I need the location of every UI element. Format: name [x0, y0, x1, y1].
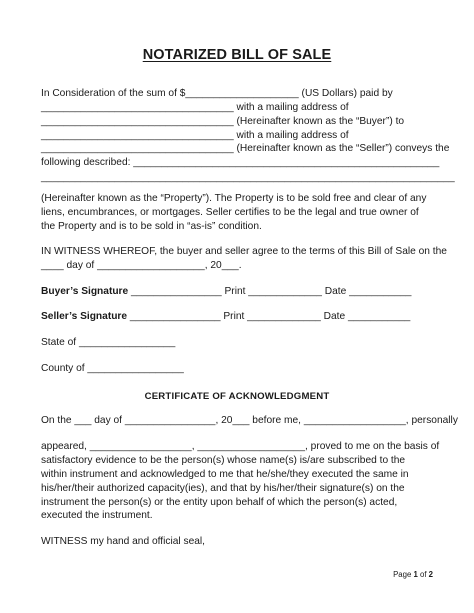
buyer-signature-row	[41, 285, 411, 298]
buyer-address-line: __________________________________ with a mailing address of	[41, 102, 349, 113]
ack-line-4: within instrument and acknowledged to me that he/she/they executed the same in	[41, 469, 409, 480]
county-line: County of _________________	[41, 363, 184, 374]
seller-address-line: __________________________________ with a mailing address of	[41, 130, 349, 141]
ack-line-2: appeared, __________________, ___________________, proved to me on the basis of	[41, 441, 440, 452]
property-text-2: liens, encumbrances, or mortgages. Seller certifies to be the legal and true owner of	[41, 207, 419, 218]
property-text-1: (Hereinafter known as the “Property”). The Property is to be sold free and clear of any	[41, 193, 427, 204]
state-line: State of _________________	[41, 337, 176, 348]
ack-line-1: On the ___ day of ________________, 20___ before me, __________________, personally	[41, 415, 458, 426]
date-line: ____ day of ___________________, 20___.	[41, 260, 242, 271]
ack-line-5: his/her/their authorized capacity(ies), and that by his/her/their signature(s) on the	[41, 483, 405, 494]
buyer-signature-fields: ________________ Print _____________ Date ___________	[128, 286, 412, 297]
witness-seal-line: WITNESS my hand and official seal,	[41, 536, 206, 547]
document-title: NOTARIZED BILL OF SALE	[142, 47, 332, 63]
description-line: following described: ______________________________________________________	[41, 157, 440, 168]
ack-line-3: satisfactory evidence to be the person(s) whose name(s) is/are subscribed to the	[41, 455, 406, 466]
page-of: of	[417, 570, 429, 579]
seller-name-line: __________________________________ (Hereinafter known as the “Seller”) conveys the	[41, 143, 450, 154]
property-text-3: the Property and is to be sold in “as-is” condition.	[41, 221, 262, 232]
seller-signature-fields: ________________ Print _____________ Date ___________	[127, 311, 411, 322]
certificate-title: CERTIFICATE OF ACKNOWLEDGMENT	[144, 391, 330, 402]
witness-whereof-line: IN WITNESS WHEREOF, the buyer and seller agree to the terms of this Bill of Sale on the	[41, 246, 447, 257]
page-number	[393, 570, 433, 579]
ack-line-6: instrument the person(s) or the entity upon behalf of which the person(s) acted,	[41, 497, 398, 508]
page-prefix: Page	[393, 570, 414, 579]
consideration-line: In Consideration of the sum of $____________________ (US Dollars) paid by	[41, 88, 393, 99]
seller-signature-label: Seller’s Signature	[41, 311, 128, 322]
ack-line-7: executed the instrument.	[41, 510, 153, 521]
buyer-name-line: __________________________________ (Hereinafter known as the “Buyer”) to	[41, 116, 405, 127]
buyer-signature-label: Buyer’s Signature	[41, 286, 129, 297]
seller-signature-row	[41, 310, 410, 323]
description-blank-line: _________________________________________________________________________	[41, 172, 455, 183]
current-page: 1	[413, 570, 418, 579]
total-pages: 2	[428, 570, 433, 579]
